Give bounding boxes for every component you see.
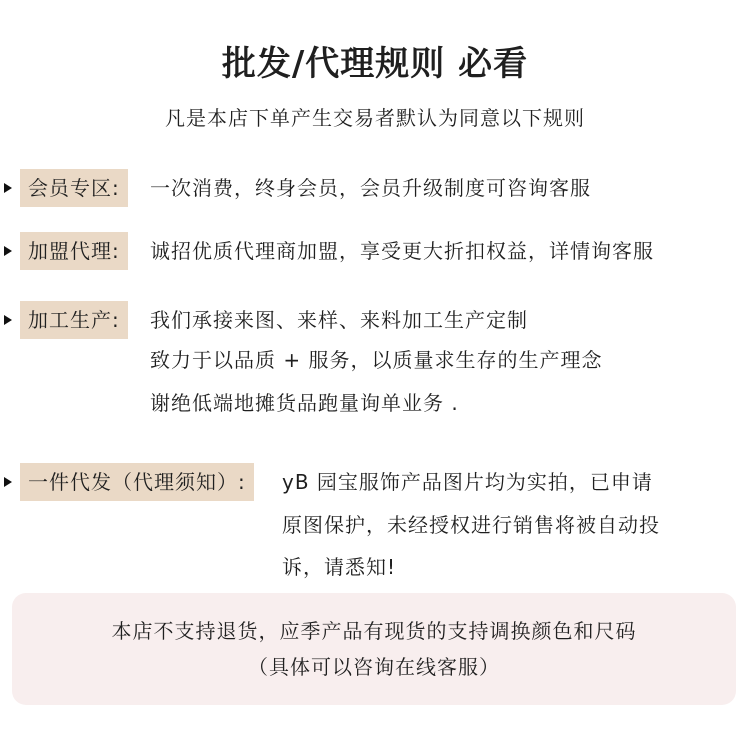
section-text: 谢绝低端地摊货品跑量询单业务 . [150,391,459,415]
section-text: 我们承接来图、来样、来料加工生产定制 [150,308,528,332]
bullet-arrow-icon [4,477,12,487]
notice-line: 本店不支持退货，应季产品有现货的支持调换颜色和尺码 [111,619,637,643]
section-text: 致力于以品质 + 服务，以质量求生存的生产理念 [150,348,603,372]
section-text: 一次消费，终身会员，会员升级制度可咨询客服 [150,176,591,200]
notice-box [12,593,736,705]
section-tag: 加工生产: [20,301,128,339]
section-text: 诉，请悉知! [282,555,397,579]
bullet-arrow-icon [4,246,12,256]
section-text: yB 园宝服饰产品图片均为实拍，已申请 [282,470,653,494]
bullet-arrow-icon [4,183,12,193]
notice-line: （具体可以咨询在线客服） [248,655,500,679]
page-title: 批发/代理规则 必看 [221,44,529,84]
section-tag: 一件代发（代理须知）: [20,463,254,501]
page-subtitle: 凡是本店下单产生交易者默认为同意以下规则 [165,106,585,130]
section-tag: 会员专区: [20,169,128,207]
bullet-arrow-icon [4,315,12,325]
section-tag: 加盟代理: [20,232,128,270]
section-text: 原图保护，未经授权进行销售将被自动投 [282,513,660,537]
section-text: 诚招优质代理商加盟，享受更大折扣权益，详情询客服 [150,239,654,263]
